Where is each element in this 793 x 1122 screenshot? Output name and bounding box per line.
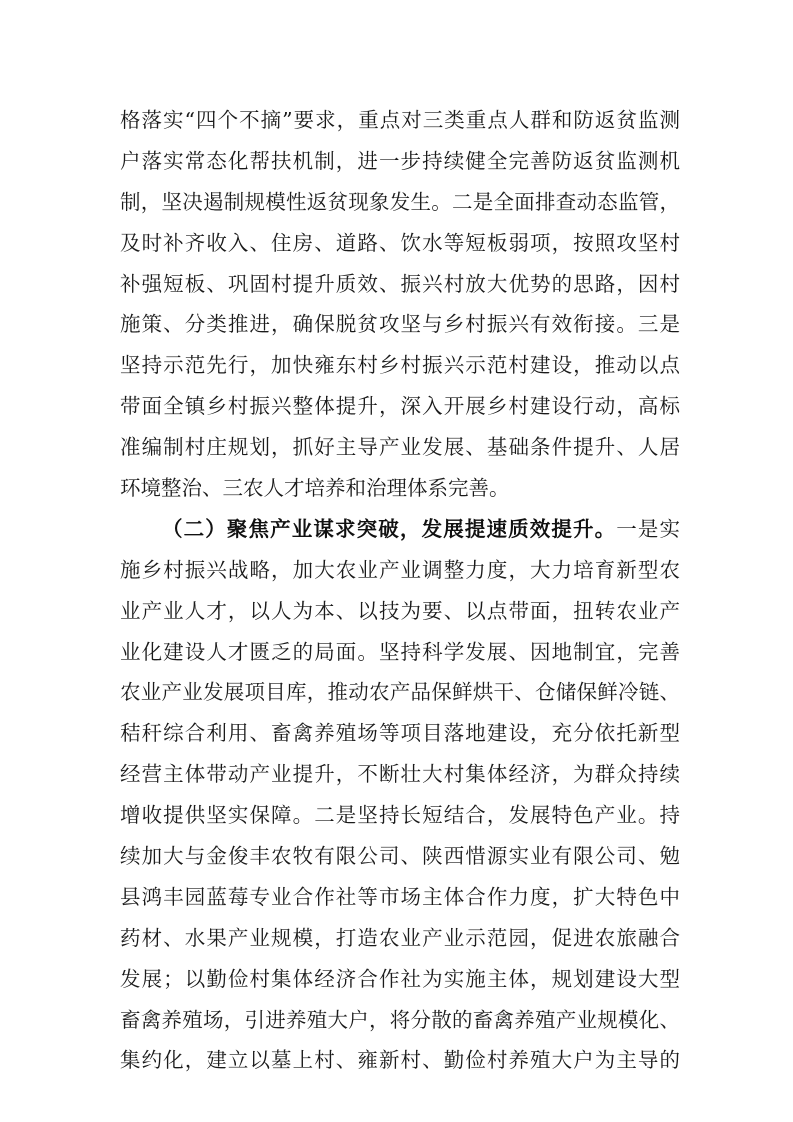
body-line-1: 格落实“四个不摘”要求，重点对三类重点人群和防返贫监测 <box>120 108 680 132</box>
section-first-line-rest: 一是实 <box>616 516 681 541</box>
body-line-8: 带面全镇乡村振兴整体提升，深入开展乡村建设行动，高标 <box>120 394 680 419</box>
document-page <box>120 100 680 1081</box>
section-line-7: 增收提供坚实保障。二是坚持长短结合，发展特色产业。持 <box>120 803 680 828</box>
section-first-line <box>120 509 680 550</box>
section-heading: （二）聚焦产业谋求突破，发展提速质效提升。 <box>162 516 617 541</box>
section-line-6: 经营主体带动产业提升，不断壮大村集体经济，为群众持续 <box>120 762 680 787</box>
body-line-5: 补强短板、巩固村提升质效、振兴村放大优势的思路，因村 <box>120 271 680 296</box>
section-line-12: 畜禽养殖场，引进养殖大户，将分散的畜禽养殖产业规模化、 <box>120 1007 680 1032</box>
body-line-2: 户落实常态化帮扶机制，进一步持续健全完善防返贫监测机 <box>120 148 680 173</box>
body-line-3: 制，坚决遏制规模性返贫现象发生。二是全面排查动态监管， <box>120 189 680 214</box>
section-line-5: 秸秆综合利用、畜禽养殖场等项目落地建设，充分依托新型 <box>120 721 680 746</box>
section-line-3: 业化建设人才匮乏的局面。坚持科学发展、因地制宜，完善 <box>120 639 680 664</box>
body-line-6: 施策、分类推进，确保脱贫攻坚与乡村振兴有效衔接。三是 <box>120 312 680 337</box>
body-line-7: 坚持示范先行，加快雍东村乡村振兴示范村建设，推动以点 <box>120 353 680 378</box>
section-line-11: 发展；以勤俭村集体经济合作社为实施主体，规划建设大型 <box>120 966 680 991</box>
section-line-10: 药材、水果产业规模，打造农业产业示范园，促进农旅融合 <box>120 925 680 950</box>
body-line-10: 环境整治、三农人才培养和治理体系完善。 <box>120 476 510 501</box>
section-line-9: 县鸿丰园蓝莓专业合作社等市场主体合作力度，扩大特色中 <box>120 884 680 909</box>
section-line-13: 集约化，建立以墓上村、雍新村、勤俭村养殖大户为主导的 <box>120 1048 680 1073</box>
section-line-2: 业产业人才，以人为本、以技为要、以点带面，扭转农业产 <box>120 598 680 623</box>
body-line-9: 准编制村庄规划，抓好主导产业发展、基础条件提升、人居 <box>120 435 680 460</box>
section-line-1: 施乡村振兴战略，加大农业产业调整力度，大力培育新型农 <box>120 557 680 582</box>
body-line-4: 及时补齐收入、住房、道路、饮水等短板弱项，按照攻坚村 <box>120 230 680 255</box>
section-line-4: 农业产业发展项目库，推动农产品保鲜烘干、仓储保鲜冷链、 <box>120 680 680 705</box>
section-line-8: 续加大与金俊丰农牧有限公司、陕西惜源实业有限公司、勉 <box>120 844 680 869</box>
